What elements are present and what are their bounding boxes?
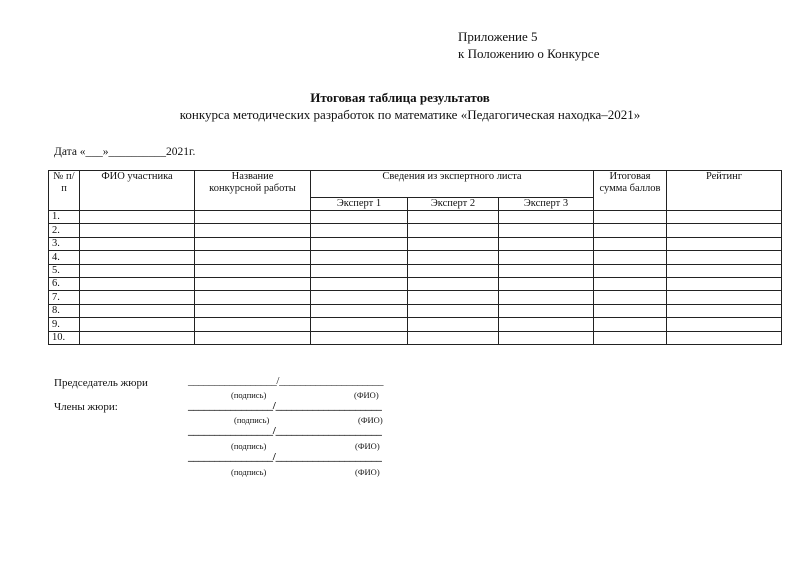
header-work: Название конкурсной работы <box>195 171 311 211</box>
cell-total[interactable] <box>594 331 667 344</box>
cell-work[interactable] <box>195 224 311 237</box>
cell-work[interactable] <box>195 291 311 304</box>
cell-expert-2[interactable] <box>408 277 499 290</box>
cell-expert-2[interactable] <box>408 318 499 331</box>
cell-work[interactable] <box>195 304 311 317</box>
chair-signature-line[interactable]: _________________/____________________ <box>188 375 384 387</box>
member-1-name-caption: (ФИО) <box>358 415 383 425</box>
cell-expert-3[interactable] <box>499 211 594 224</box>
header-expert-group: Сведения из экспертного листа <box>311 171 594 198</box>
header-expert-2: Эксперт 2 <box>408 198 499 211</box>
cell-expert-2[interactable] <box>408 331 499 344</box>
cell-expert-1[interactable] <box>311 237 408 250</box>
document-subtitle: конкурса методических разработок по математике «Педагогическая находка–2021» <box>179 107 641 122</box>
cell-expert-1[interactable] <box>311 264 408 277</box>
header-expert-1: Эксперт 1 <box>311 198 408 211</box>
cell-expert-1[interactable] <box>311 304 408 317</box>
cell-expert-2[interactable] <box>408 211 499 224</box>
table-row <box>49 224 782 237</box>
table-row <box>49 318 782 331</box>
chair-label: Председатель жюри <box>54 377 148 389</box>
row-number: 8. <box>49 304 80 317</box>
row-number: 6. <box>49 277 80 290</box>
row-number: 3. <box>49 237 80 250</box>
header-total: Итоговая сумма баллов <box>594 171 667 211</box>
cell-expert-1[interactable] <box>311 251 408 264</box>
document-title: Итоговая таблица результатов <box>310 90 490 105</box>
cell-work[interactable] <box>195 211 311 224</box>
cell-expert-1[interactable] <box>311 224 408 237</box>
cell-expert-3[interactable] <box>499 237 594 250</box>
cell-expert-3[interactable] <box>499 331 594 344</box>
cell-total[interactable] <box>594 291 667 304</box>
cell-fio[interactable] <box>80 211 195 224</box>
appendix-note <box>458 28 599 62</box>
cell-work[interactable] <box>195 237 311 250</box>
header-rating: Рейтинг <box>667 171 782 211</box>
cell-expert-3[interactable] <box>499 291 594 304</box>
cell-rating[interactable] <box>667 211 782 224</box>
appendix-reference: к Положению о Конкурсе <box>458 46 600 61</box>
cell-work[interactable] <box>195 251 311 264</box>
cell-expert-2[interactable] <box>408 224 499 237</box>
row-number: 2. <box>49 224 80 237</box>
cell-total[interactable] <box>594 264 667 277</box>
cell-total[interactable] <box>594 277 667 290</box>
cell-rating[interactable] <box>667 331 782 344</box>
cell-expert-2[interactable] <box>408 304 499 317</box>
chair-name-caption: (ФИО) <box>354 390 379 400</box>
cell-expert-3[interactable] <box>499 224 594 237</box>
table-row <box>49 291 782 304</box>
cell-expert-3[interactable] <box>499 304 594 317</box>
cell-fio[interactable] <box>80 331 195 344</box>
cell-total[interactable] <box>594 224 667 237</box>
cell-expert-3[interactable] <box>499 277 594 290</box>
cell-rating[interactable] <box>667 291 782 304</box>
cell-fio[interactable] <box>80 304 195 317</box>
member-2-name-caption: (ФИО) <box>355 441 380 451</box>
appendix-number: Приложение 5 <box>458 29 538 44</box>
table-row <box>49 331 782 344</box>
cell-expert-1[interactable] <box>311 211 408 224</box>
cell-expert-2[interactable] <box>408 264 499 277</box>
cell-rating[interactable] <box>667 318 782 331</box>
member-3-signature-caption: (подпись) <box>231 467 267 477</box>
members-label: Члены жюри: <box>54 401 118 413</box>
member-3-signature-line[interactable]: ________________/____________________ <box>188 451 382 463</box>
cell-expert-1[interactable] <box>311 318 408 331</box>
date-line: Дата «___»__________2021г. <box>54 146 196 158</box>
cell-total[interactable] <box>594 251 667 264</box>
cell-rating[interactable] <box>667 237 782 250</box>
row-number: 10. <box>49 331 80 344</box>
cell-total[interactable] <box>594 211 667 224</box>
chair-signature-caption: (подпись) <box>231 390 267 400</box>
cell-fio[interactable] <box>80 318 195 331</box>
cell-expert-2[interactable] <box>408 291 499 304</box>
cell-rating[interactable] <box>667 264 782 277</box>
cell-expert-1[interactable] <box>311 277 408 290</box>
table-row <box>49 251 782 264</box>
cell-expert-3[interactable] <box>499 264 594 277</box>
row-number: 1. <box>49 211 80 224</box>
cell-work[interactable] <box>195 264 311 277</box>
cell-total[interactable] <box>594 237 667 250</box>
cell-work[interactable] <box>195 318 311 331</box>
member-2-signature-caption: (подпись) <box>231 441 267 451</box>
row-number: 4. <box>49 251 80 264</box>
cell-fio[interactable] <box>80 291 195 304</box>
cell-rating[interactable] <box>667 224 782 237</box>
member-1-signature-line[interactable]: ________________/____________________ <box>188 400 382 412</box>
cell-work[interactable] <box>195 331 311 344</box>
cell-expert-1[interactable] <box>311 291 408 304</box>
row-number: 9. <box>49 318 80 331</box>
cell-expert-1[interactable] <box>311 331 408 344</box>
row-number: 5. <box>49 264 80 277</box>
table-row <box>49 237 782 250</box>
cell-rating[interactable] <box>667 251 782 264</box>
cell-total[interactable] <box>594 304 667 317</box>
header-num: № п/п <box>49 171 80 211</box>
cell-fio[interactable] <box>80 237 195 250</box>
cell-fio[interactable] <box>80 224 195 237</box>
header-expert-3: Эксперт 3 <box>499 198 594 211</box>
results-table <box>48 170 782 345</box>
cell-total[interactable] <box>594 318 667 331</box>
member-1-signature-caption: (подпись) <box>234 415 270 425</box>
table-row <box>49 304 782 317</box>
cell-fio[interactable] <box>80 277 195 290</box>
cell-rating[interactable] <box>667 304 782 317</box>
member-2-signature-line[interactable]: ________________/____________________ <box>188 425 382 437</box>
cell-expert-3[interactable] <box>499 251 594 264</box>
header-fio: ФИО участника <box>80 171 195 211</box>
cell-fio[interactable] <box>80 251 195 264</box>
table-row <box>49 264 782 277</box>
table-row <box>49 277 782 290</box>
cell-rating[interactable] <box>667 277 782 290</box>
cell-expert-2[interactable] <box>408 251 499 264</box>
cell-work[interactable] <box>195 277 311 290</box>
cell-expert-3[interactable] <box>499 318 594 331</box>
table-row <box>49 211 782 224</box>
row-number: 7. <box>49 291 80 304</box>
member-3-name-caption: (ФИО) <box>355 467 380 477</box>
cell-expert-2[interactable] <box>408 237 499 250</box>
cell-fio[interactable] <box>80 264 195 277</box>
